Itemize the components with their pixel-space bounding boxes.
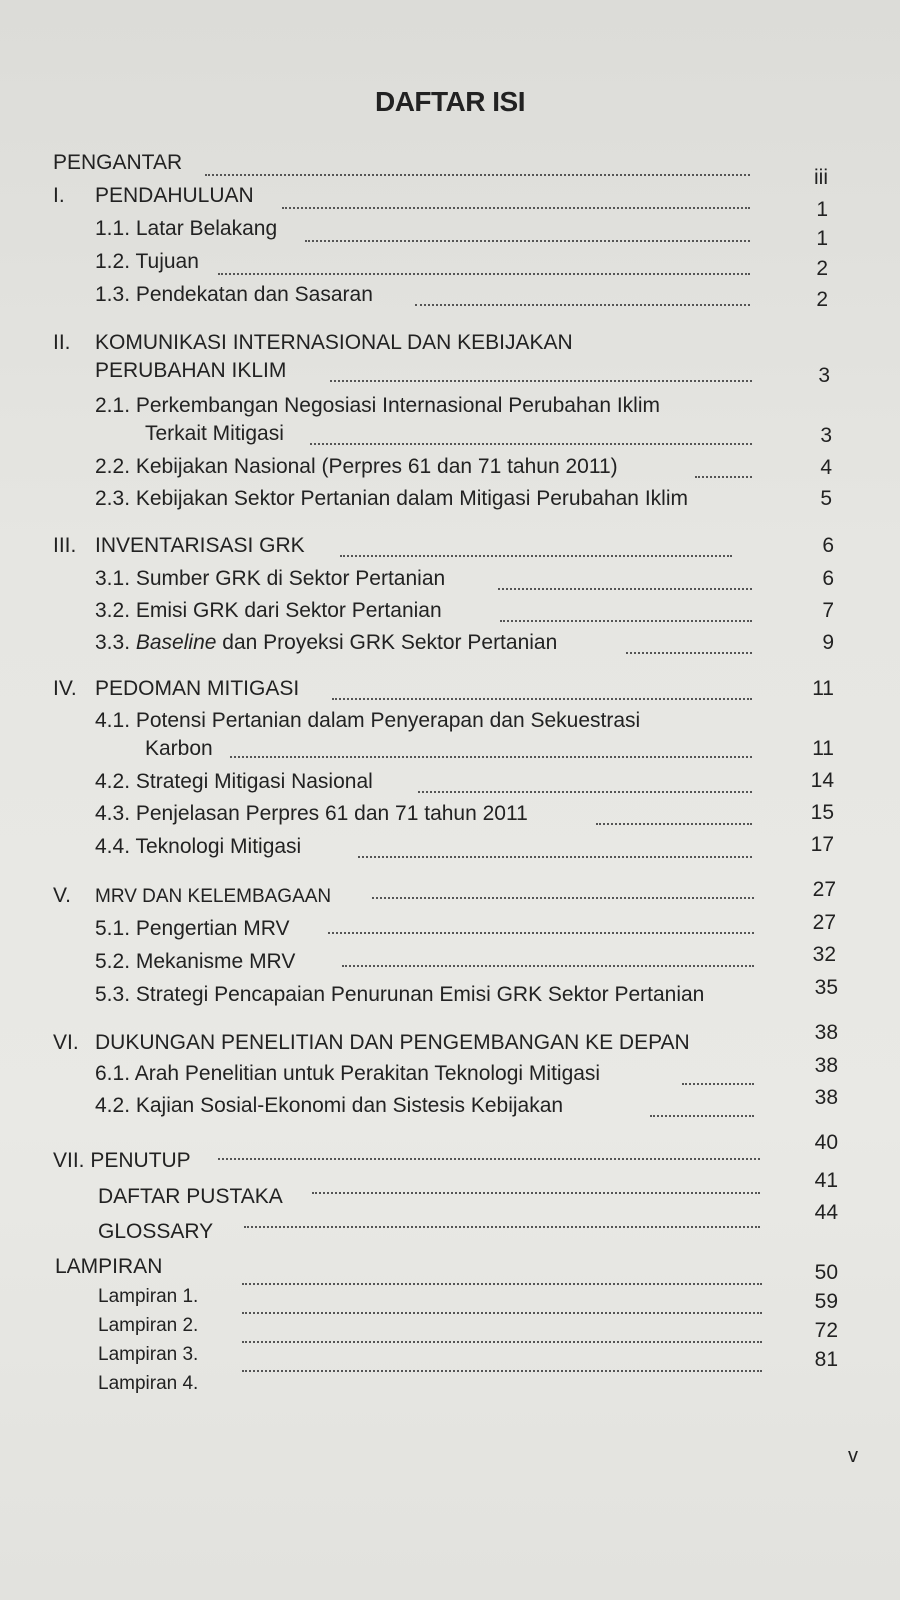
leader-dots <box>218 1158 760 1160</box>
leader-dots <box>310 443 752 445</box>
toc-entry-pengertian-mrv: 5.1. Pengertian MRV <box>95 917 290 940</box>
leader-dots <box>358 856 752 858</box>
toc-entry-glossary: GLOSSARY <box>98 1220 214 1243</box>
page-number: 11 <box>812 737 834 760</box>
toc-entry-strategi-pencapaian: 5.3. Strategi Pencapaian Penurunan Emisi GRK Sektor Pertanian <box>95 983 705 1006</box>
page-number: 40 <box>814 1131 838 1154</box>
toc-entry-kebijakan-sektor: 2.3. Kebijakan Sektor Pertanian dalam Mitigasi Perubahan Iklim <box>95 487 688 510</box>
page-number: 32 <box>812 943 836 966</box>
toc-entry-komunikasi-cont: PERUBAHAN IKLIM <box>95 359 287 382</box>
page-number: 35 <box>814 976 838 999</box>
leader-dots <box>418 791 752 793</box>
leader-dots <box>244 1226 760 1228</box>
toc-entry-potensi: 4.1. Potensi Pertanian dalam Penyerapan dan Sekuestrasi <box>95 709 641 732</box>
leader-dots <box>682 1083 754 1085</box>
page-number: 27 <box>812 911 836 934</box>
toc-entry-mekanisme-mrv: 5.2. Mekanisme MRV <box>95 950 296 973</box>
toc-entry-strategi-mitigasi: 4.2. Strategi Mitigasi Nasional <box>95 770 373 793</box>
leader-dots <box>340 555 732 557</box>
leader-dots <box>500 620 752 622</box>
page-number: 59 <box>814 1290 838 1313</box>
leader-dots <box>242 1283 762 1285</box>
leader-dots <box>205 174 750 176</box>
page-number: 17 <box>810 833 834 856</box>
page-number: 44 <box>814 1201 838 1224</box>
toc-entry-pendekatan: 1.3. Pendekatan dan Sasaran <box>95 283 373 306</box>
toc-entry-komunikasi: KOMUNIKASI INTERNASIONAL DAN KEBIJAKAN <box>95 331 573 354</box>
page-number: 4 <box>820 456 832 479</box>
page-number: 38 <box>814 1054 838 1077</box>
page-number: 11 <box>812 677 834 700</box>
page-folio: v <box>848 1445 858 1467</box>
page-number: 27 <box>812 878 836 901</box>
page-number: 72 <box>814 1319 838 1342</box>
leader-dots <box>242 1341 762 1343</box>
toc-entry-kajian: 4.2. Kajian Sosial-Ekonomi dan Sistesis Kebijakan <box>95 1094 564 1117</box>
leader-dots <box>695 476 752 478</box>
leader-dots <box>312 1192 760 1194</box>
page-number: 38 <box>814 1086 838 1109</box>
leader-dots <box>596 823 752 825</box>
toc-entry-lampiran: LAMPIRAN <box>55 1255 163 1278</box>
leader-dots <box>650 1115 754 1117</box>
page-number: 6 <box>822 567 834 590</box>
section-number: V. <box>53 884 71 907</box>
toc-entry-sumber-grk: 3.1. Sumber GRK di Sektor Pertanian <box>95 567 446 590</box>
leader-dots <box>626 652 752 654</box>
page-number: 14 <box>810 769 834 792</box>
section-number: II. <box>53 331 71 354</box>
page-number: 3 <box>818 364 830 387</box>
toc-entry-arah-penelitian: 6.1. Arah Penelitian untuk Perakitan Teknologi Mitigasi <box>95 1062 601 1085</box>
toc-entry-baseline <box>95 630 557 656</box>
page-number: 15 <box>810 801 834 824</box>
page-number: 50 <box>814 1261 838 1284</box>
toc-entry-pedoman: PEDOMAN MITIGASI <box>95 677 300 700</box>
page-number: 3 <box>820 424 832 447</box>
toc-entry-daftar-pustaka: DAFTAR PUSTAKA <box>98 1185 283 1208</box>
leader-dots <box>415 304 750 306</box>
toc-entry-pendahuluan: PENDAHULUAN <box>95 184 254 207</box>
toc-entry-emisi-grk: 3.2. Emisi GRK dari Sektor Pertanian <box>95 599 442 622</box>
leader-dots <box>305 240 750 242</box>
page-number: 5 <box>820 487 832 510</box>
leader-dots <box>328 932 754 934</box>
leader-dots <box>498 588 752 590</box>
leader-dots <box>330 380 752 382</box>
leader-dots <box>372 897 754 899</box>
toc-entry-tujuan: 1.2. Tujuan <box>95 250 199 273</box>
toc-entry-negosiasi-cont: Terkait Mitigasi <box>145 422 284 445</box>
entry-italic-term: Baseline <box>135 631 217 654</box>
toc-entry-latar-belakang: 1.1. Latar Belakang <box>95 217 278 240</box>
toc-entry-pengantar: PENGANTAR <box>53 151 183 174</box>
toc-entry-negosiasi: 2.1. Perkembangan Negosiasi Internasional Perubahan Iklim <box>95 394 661 417</box>
leader-dots <box>342 965 754 967</box>
toc-entry-lampiran-2: Lampiran 2. <box>98 1315 199 1336</box>
leader-dots <box>282 207 750 209</box>
page-number: iii <box>814 166 828 189</box>
toc-entry-penutup: VII. PENUTUP <box>53 1149 191 1172</box>
page-number: 41 <box>814 1169 838 1192</box>
toc-entry-lampiran-3: Lampiran 3. <box>98 1344 199 1365</box>
page-title: DAFTAR ISI <box>374 86 526 117</box>
page-number: 81 <box>814 1348 838 1371</box>
section-number: III. <box>53 534 77 557</box>
leader-dots <box>230 756 752 758</box>
toc-entry-teknologi: 4.4. Teknologi Mitigasi <box>95 835 302 858</box>
leader-dots <box>242 1370 762 1372</box>
leader-dots <box>332 698 752 700</box>
leader-dots <box>242 1312 762 1314</box>
toc-entry-potensi-cont: Karbon <box>145 737 213 760</box>
page-number: 38 <box>814 1021 838 1044</box>
leader-dots <box>218 273 750 275</box>
page-number: 2 <box>816 257 828 280</box>
page-number: 2 <box>816 288 828 311</box>
toc-entry-penjelasan: 4.3. Penjelasan Perpres 61 dan 71 tahun 2011 <box>95 802 528 825</box>
section-number: I. <box>53 184 65 207</box>
entry-number: 3.3. <box>95 631 131 654</box>
page-number: 9 <box>822 631 834 654</box>
toc-entry-kebijakan-nasional: 2.2. Kebijakan Nasional (Perpres 61 dan 71 tahun 2011) <box>95 455 618 478</box>
toc-entry-mrv: MRV DAN KELEMBAGAAN <box>95 886 332 907</box>
page-number: 1 <box>816 198 828 221</box>
toc-entry-dukungan: DUKUNGAN PENELITIAN DAN PENGEMBANGAN KE DEPAN <box>95 1031 690 1054</box>
toc-entry-lampiran-1: Lampiran 1. <box>98 1286 199 1307</box>
page-number: 1 <box>816 227 828 250</box>
toc-entry-lampiran-4: Lampiran 4. <box>98 1373 199 1394</box>
page-number: 7 <box>822 599 834 622</box>
entry-rest: dan Proyeksi GRK Sektor Pertanian <box>222 631 558 654</box>
section-number: IV. <box>53 677 77 700</box>
page-number: 6 <box>822 534 834 557</box>
section-number: VI. <box>53 1031 79 1054</box>
toc-entry-inventarisasi: INVENTARISASI GRK <box>95 534 305 557</box>
